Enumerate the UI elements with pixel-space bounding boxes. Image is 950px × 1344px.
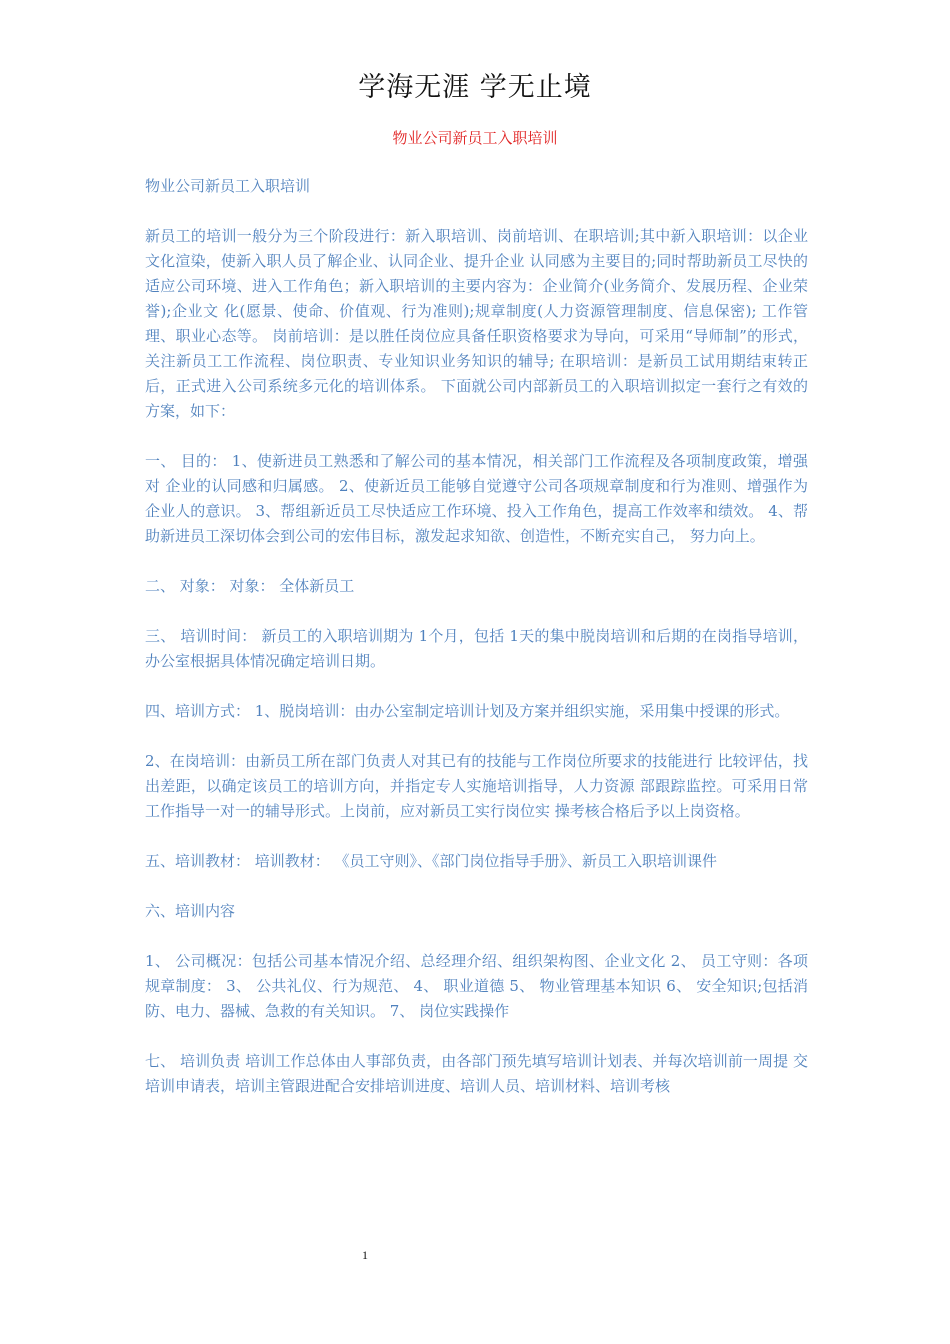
paragraph-section-7-responsibility: 七、 培训负责 培训工作总体由人事部负责，由各部门预先填写培训计划表、并每次培训前一周提 交培训申请表，培训主管跟进配合安排培训进度、培训人员、培训材料、培训考核 bbox=[145, 1052, 808, 1095]
paragraph-section-2-target: 二、 对象： 对象： 全体新员工 bbox=[145, 577, 355, 595]
paragraph-intro: 新员工的培训一般分为三个阶段进行：新入职培训、岗前培训、在职培训;其中新入职培训：以企业文化渲染，使新入职人员了解企业、认同企业、提升企业 认同感为主要目的;同时帮助新员工尽快的适应公司环境、进入工作角色；新入职培训的主要内容为：企业简介(业务简介、发展历程、企业荣誉);企业文 化(愿景、使命、价值观、行为准则);规章制度(人力资源管理制度、信息保密); 工作管理、职业心态等。 岗前培训：是以胜任岗位应具备任职资格要求为导向，可采用“导师制”的形式， 关注新员工工作流程、岗位职责、专业知识业务知识的辅导; 在职培训：是新员工试用期结束转正后，正式进入公司系统多元化的培训体系。 下面就公司内部新员工的入职培训拟定一套行之有效的方案，如下： bbox=[145, 227, 808, 420]
paragraph-section-6-content-heading: 六、培训内容 bbox=[145, 902, 236, 920]
paragraph-section-6-content-list: 1、 公司概况：包括公司基本情况介绍、总经理介绍、组织架构图、企业文化 2、 员工守则：各项规章制度： 3、 公共礼仪、行为规范、 4、 职业道德 5、 物业管理基本知识 6、 安全知识;包括消防、电力、器械、急救的有关知识。 7、 岗位实践操作 bbox=[145, 952, 808, 1020]
paragraph-section-4-onjob: 2、在岗培训：由新员工所在部门负责人对其已有的技能与工作岗位所要求的技能进行 比较评估，找出差距，以确定该员工的培训方向，并指定专人实施培训指导，人力资源 部跟踪监控。可采用日常工作指导一对一的辅导形式。上岗前，应对新员工实行岗位实 操考核合格后予以上岗资格。 bbox=[145, 752, 808, 820]
paragraph-section-1-purpose: 一、 目的： 1、使新进员工熟悉和了解公司的基本情况，相关部门工作流程及各项制度政策，增强对 企业的认同感和归属感。 2、使新近员工能够自觉遵守公司各项规章制度和行为准则、增强作为企业人的意识。 3、帮组新近员工尽快适应工作环境、投入工作角色，提高工作效率和绩效。 4、帮助新进员工深切体会到公司的宏伟目标，激发起求知欲、创造性，不断充实自己， 努力向上。 bbox=[145, 452, 808, 545]
paragraph-section-4-method: 四、培训方式： 1、脱岗培训：由办公室制定培训计划及方案并组织实施，采用集中授课的形式。 bbox=[145, 702, 790, 720]
paragraph-section-5-materials: 五、培训教材： 培训教材： 《员工守则》、《部门岗位指导手册》、新员工入职培训课件 bbox=[145, 852, 718, 870]
document-title: 物业公司新员工入职培训 bbox=[392, 129, 558, 147]
page-number: 1 bbox=[362, 1248, 368, 1262]
page-header-title: 学海无涯 学无止境 bbox=[358, 72, 592, 103]
paragraph-section-3-time: 三、 培训时间： 新员工的入职培训期为 1个月，包括 1天的集中脱岗培训和后期的在岗指导培训， 办公室根据具体情况确定培训日期。 bbox=[145, 627, 808, 670]
document-body bbox=[145, 174, 808, 1124]
paragraph-subtitle: 物业公司新员工入职培训 bbox=[145, 177, 311, 195]
